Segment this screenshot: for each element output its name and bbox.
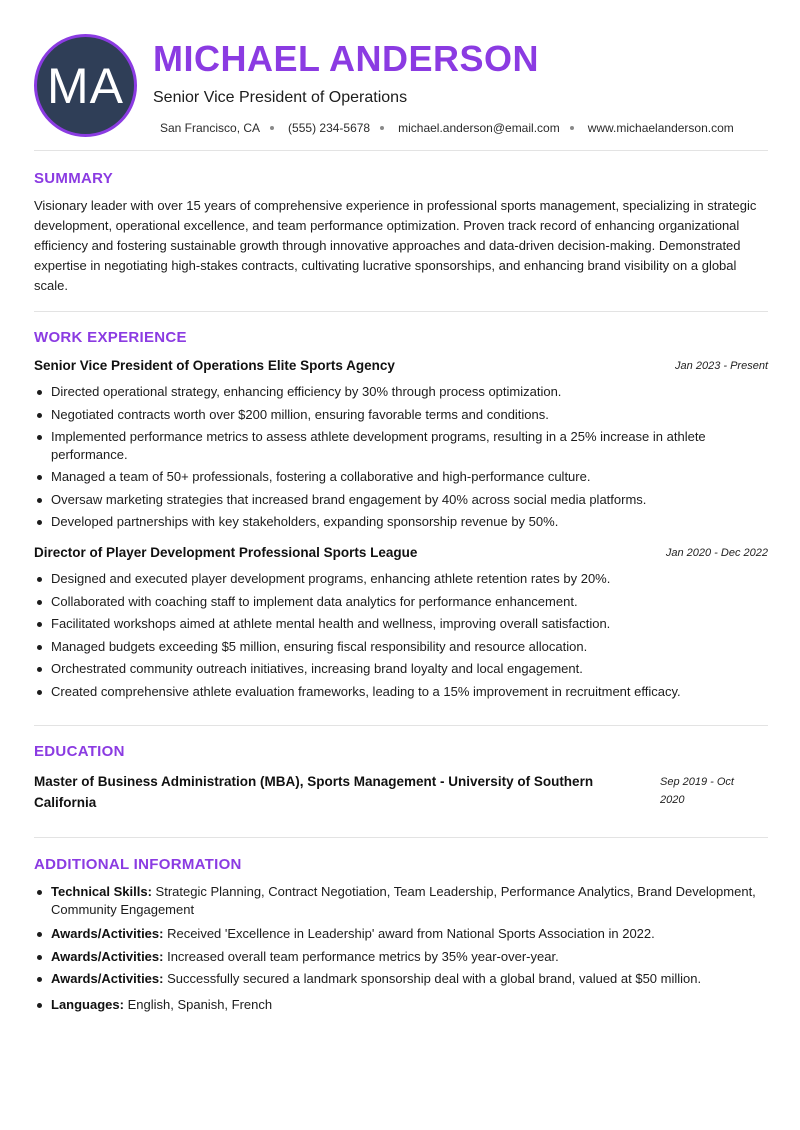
job-role: Senior Vice President of Operations Elite Sports Agency <box>34 358 395 373</box>
list-item <box>34 883 768 918</box>
item-text: Successfully secured a landmark sponsorship deal with a global brand, valued at $50 million. <box>163 971 702 986</box>
item-label: Technical Skills: <box>51 884 152 899</box>
list-item <box>34 925 768 943</box>
contact-line <box>160 121 734 135</box>
separator-dot <box>380 126 384 130</box>
item-text: English, Spanish, French <box>123 996 273 1012</box>
resume-header <box>34 34 768 138</box>
list-item: Designed and executed player development programs, enhancing athlete retention rates by 20%. <box>34 570 768 588</box>
additional-heading: ADDITIONAL INFORMATION <box>34 856 242 873</box>
list-item: Oversaw marketing strategies that increased brand engagement by 40% across social media platforms. <box>34 491 768 509</box>
list-item: Orchestrated community outreach initiatives, increasing brand loyalty and local engagement. <box>34 660 768 678</box>
education-heading: EDUCATION <box>34 743 125 760</box>
divider <box>34 725 768 726</box>
separator-dot <box>570 126 574 130</box>
list-item: Created comprehensive athlete evaluation frameworks, leading to a 15% improvement in recruitment efficacy. <box>34 683 768 701</box>
job-bullets <box>34 570 768 700</box>
experience-heading: WORK EXPERIENCE <box>34 329 187 346</box>
job-header <box>34 545 768 563</box>
list-item: Directed operational strategy, enhancing efficiency by 30% through process optimization. <box>34 383 768 401</box>
avatar <box>34 34 137 137</box>
divider <box>34 311 768 312</box>
education-degree: Master of Business Administration (MBA), Sports Management - University of Southern California <box>34 774 594 810</box>
list-item: Managed budgets exceeding $5 million, ensuring fiscal responsibility and resource allocation. <box>34 638 768 656</box>
job-dates: Jan 2020 - Dec 2022 <box>665 547 768 559</box>
contact-website[interactable]: www.michaelanderson.com <box>587 121 734 135</box>
list-item: Facilitated workshops aimed at athlete mental health and wellness, improving overall satisfaction. <box>34 615 768 633</box>
job-header <box>34 358 768 376</box>
job-bullets <box>34 383 768 531</box>
avatar-initials: MA <box>47 57 124 114</box>
additional-list <box>34 883 768 1013</box>
job-dates: Jan 2023 - Present <box>675 360 768 372</box>
item-label: Awards/Activities: <box>51 926 164 941</box>
separator-dot <box>270 126 274 130</box>
candidate-name: MICHAEL ANDERSON <box>153 38 540 79</box>
divider <box>34 150 768 151</box>
summary-text: Visionary leader with over 15 years of comprehensive experience in professional sports management, specializing in strategic development, operational excellence, and team performance optimization. Proven track record of enhancing organizational efficiency and fostering sustainable growth through innovative approaches and data-driven decision-making. Demonstrated expertise in negotiating high-stakes contracts, cultivating lucrative sponsorships, and enhancing brand visibility on a global scale. <box>34 198 757 293</box>
item-text: Strategic Planning, Contract Negotiation, Team Leadership, Performance Analytics, Brand Development, Community Engagement <box>51 884 756 917</box>
education-dates: Sep 2019 - Oct 2020 <box>660 776 734 806</box>
list-item <box>34 996 768 1014</box>
list-item: Collaborated with coaching staff to implement data analytics for performance enhancement. <box>34 593 768 611</box>
divider <box>34 837 768 838</box>
contact-email[interactable]: michael.anderson@email.com <box>398 121 560 135</box>
item-label: Awards/Activities: <box>51 948 164 964</box>
job-role: Director of Player Development Professional Sports League <box>34 545 418 560</box>
item-text: Received 'Excellence in Leadership' award from National Sports Association in 2022. <box>163 926 655 941</box>
candidate-title: Senior Vice President of Operations <box>153 89 408 106</box>
item-label: Awards/Activities: <box>51 971 164 986</box>
list-item <box>34 948 768 966</box>
list-item: Negotiated contracts worth over $200 million, ensuring favorable terms and conditions. <box>34 406 768 424</box>
contact-location: San Francisco, CA <box>160 121 261 135</box>
summary-heading: SUMMARY <box>34 170 114 187</box>
contact-phone: (555) 234-5678 <box>288 121 371 135</box>
list-item: Developed partnerships with key stakeholders, expanding sponsorship revenue by 50%. <box>34 513 768 531</box>
list-item: Managed a team of 50+ professionals, fostering a collaborative and high-performance culture. <box>34 468 768 486</box>
list-item <box>34 970 768 988</box>
item-label: Languages: <box>51 996 124 1012</box>
list-item: Implemented performance metrics to assess athlete development programs, resulting in a 25% increase in athlete performance. <box>34 428 768 463</box>
item-text: Increased overall team performance metrics by 35% year-over-year. <box>163 948 559 964</box>
